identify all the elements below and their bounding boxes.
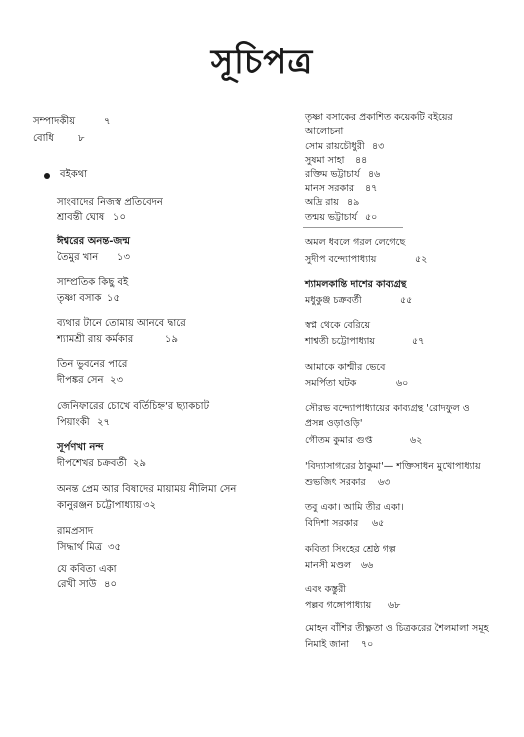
- toc-page: ৮: [78, 133, 85, 144]
- toc-page: ৫০: [365, 212, 378, 223]
- toc-author: অদ্রি রায়: [305, 197, 339, 208]
- toc-author: তৈমুর খান: [57, 252, 99, 263]
- toc-author: দীপঙ্কর সেন: [57, 375, 104, 386]
- toc-page: ৬৩: [378, 477, 391, 488]
- toc-title: মোহন বাঁশির তীক্ষ্ণতা ও চিত্রকরের শৈলমালা সমূহ: [305, 623, 489, 634]
- toc-page: ৩২: [143, 500, 157, 511]
- toc-author: সোম রায়চৌধুরী: [305, 141, 365, 152]
- toc-page: ৬৮: [388, 600, 401, 611]
- toc-author: শুভজিৎ সরকার: [305, 477, 366, 488]
- toc-page: ৩৫: [108, 542, 121, 553]
- toc-author: দীপশেখর চক্রবর্তী: [57, 458, 127, 469]
- toc-page: ৪৯: [347, 197, 360, 208]
- toc-page: ১০: [113, 212, 126, 223]
- toc-title: ঈশ্বরের অনন্ত-জন্ম: [57, 236, 130, 247]
- toc-author: তন্ময় ভট্টাচার্য: [305, 212, 358, 223]
- toc-title: 'বিদ্যাসাগরের ঠাকুমা'— শক্তিসাধন মুখোপাধ্যায়: [305, 461, 481, 472]
- toc-page: ৫৭: [412, 336, 425, 347]
- toc-page: ৫২: [415, 254, 428, 265]
- toc-author: মানসী মণ্ডল: [305, 560, 352, 571]
- toc-title: সাম্প্রতিক কিছু বই: [57, 277, 129, 288]
- toc-page: ৪৩: [372, 141, 385, 152]
- toc-title: তিন ভুবনের পারে: [57, 359, 128, 370]
- toc-title: তৃষ্ণা বসাকের প্রকাশিত কয়েকটি বইয়ের: [305, 112, 453, 123]
- toc-title: স্বপ্ন থেকে বেরিয়ে: [305, 320, 371, 331]
- toc-page: ৪৪: [355, 155, 368, 166]
- toc-author: মানস সরকার: [305, 183, 355, 194]
- toc-title-cont: প্রসন্ন ওড়াওড়ি': [305, 418, 363, 429]
- toc-title: ব্যথার টানে তোমায় আনবে দ্বারে: [57, 318, 186, 329]
- toc-page: ৭: [104, 116, 111, 127]
- toc-page: ৬০: [396, 378, 409, 389]
- toc-page: ৬৫: [372, 518, 385, 529]
- toc-title: সম্পাদকীয়: [33, 116, 76, 127]
- toc-author: সমর্পিতা ঘটক: [305, 378, 357, 389]
- toc-author: সুষমা সাহা: [305, 155, 345, 166]
- toc-author: কানুরঞ্জন চট্টোপাধ্যায়: [57, 500, 142, 511]
- toc-page: ১৯: [165, 334, 178, 345]
- toc-title: কবিতা সিংহের শ্রেষ্ঠ গল্প: [305, 544, 396, 555]
- toc-title: অনন্ত প্রেম আর বিষাদের মায়াময় নীলিমা সেন: [57, 484, 237, 495]
- toc-title-cont: আলোচনা: [305, 126, 344, 137]
- toc-page: ৪৬: [368, 169, 381, 180]
- toc-title: তবু একা। আমি তীর একা।: [305, 502, 404, 513]
- bullet-icon: [44, 173, 50, 179]
- toc-title: সৌরভ বন্দ্যোপাধ্যায়ের কাব্যগ্রন্থ 'রোদফুল ও: [305, 403, 470, 414]
- toc-author: গৌতম কুমার গুপ্ত: [305, 435, 373, 446]
- toc-author: বিদিশা সরকার: [305, 518, 359, 529]
- toc-author: শ্যামশ্রী রায় কর্মকার: [57, 334, 134, 345]
- divider: [303, 227, 403, 228]
- toc-author: সুদীপ বন্দ্যোপাধ্যায়: [305, 254, 377, 265]
- toc-title: এবং কস্তুরী: [305, 584, 347, 595]
- toc-page: ১৩: [117, 252, 130, 263]
- toc-title: সূর্পণখা নন্দ: [57, 442, 104, 453]
- toc-title: বোধি: [33, 133, 54, 144]
- toc-title: রামপ্রসাদ: [57, 526, 94, 537]
- toc-author: তৃষ্ণা বসাক: [57, 293, 102, 304]
- toc-title: জেনিফারের চোখে বর্তিচিহ্ন'র ছ্যাকচাট: [57, 401, 210, 412]
- toc-title: আমাকে কাশ্মীর ভেবে: [305, 362, 386, 373]
- toc-author: পিয়াংকী: [57, 417, 90, 428]
- toc-page: ২৩: [110, 375, 124, 386]
- toc-author: শ্রাবন্তী ঘোষ: [57, 212, 105, 223]
- toc-author: রেখী সাউ: [57, 579, 97, 590]
- toc-title: যে কবিতা একা: [57, 564, 117, 575]
- toc-page: ৫৫: [400, 295, 413, 306]
- toc-author: সিদ্ধার্থ মিত্র: [57, 542, 103, 553]
- toc-page: ৭০: [361, 639, 374, 650]
- page-title: সূচিপত্র: [210, 42, 314, 82]
- toc-page: ২৭: [97, 417, 111, 428]
- toc-page: ৪৭: [365, 183, 378, 194]
- toc-title: সাংবাদের নিজস্ব প্রতিবেদন: [57, 197, 163, 208]
- toc-page: ১৫: [107, 293, 120, 304]
- toc-title: অমল ধবলে গরল লেগেছে: [305, 237, 406, 248]
- section-heading: বইকথা: [60, 169, 88, 180]
- toc-page: ২৯: [133, 458, 146, 469]
- toc-page: ৬৬: [361, 560, 374, 571]
- toc-author: মধুকুঞ্জ চক্রবর্তী: [305, 295, 362, 306]
- toc-author: পল্লব গঙ্গোপাধ্যায়: [305, 600, 372, 611]
- toc-title: শ্যামলকান্তি দাশের কাব্যগ্রন্থ: [305, 279, 407, 290]
- toc-page: ৬২: [410, 435, 423, 446]
- toc-author: শাশ্বতী চট্টোপাধ্যায়: [305, 336, 375, 347]
- toc-page: ৪০: [104, 579, 117, 590]
- toc-author: রক্তিম ভট্টাচার্য: [305, 169, 360, 180]
- toc-author: নিমাই জানা: [305, 639, 350, 650]
